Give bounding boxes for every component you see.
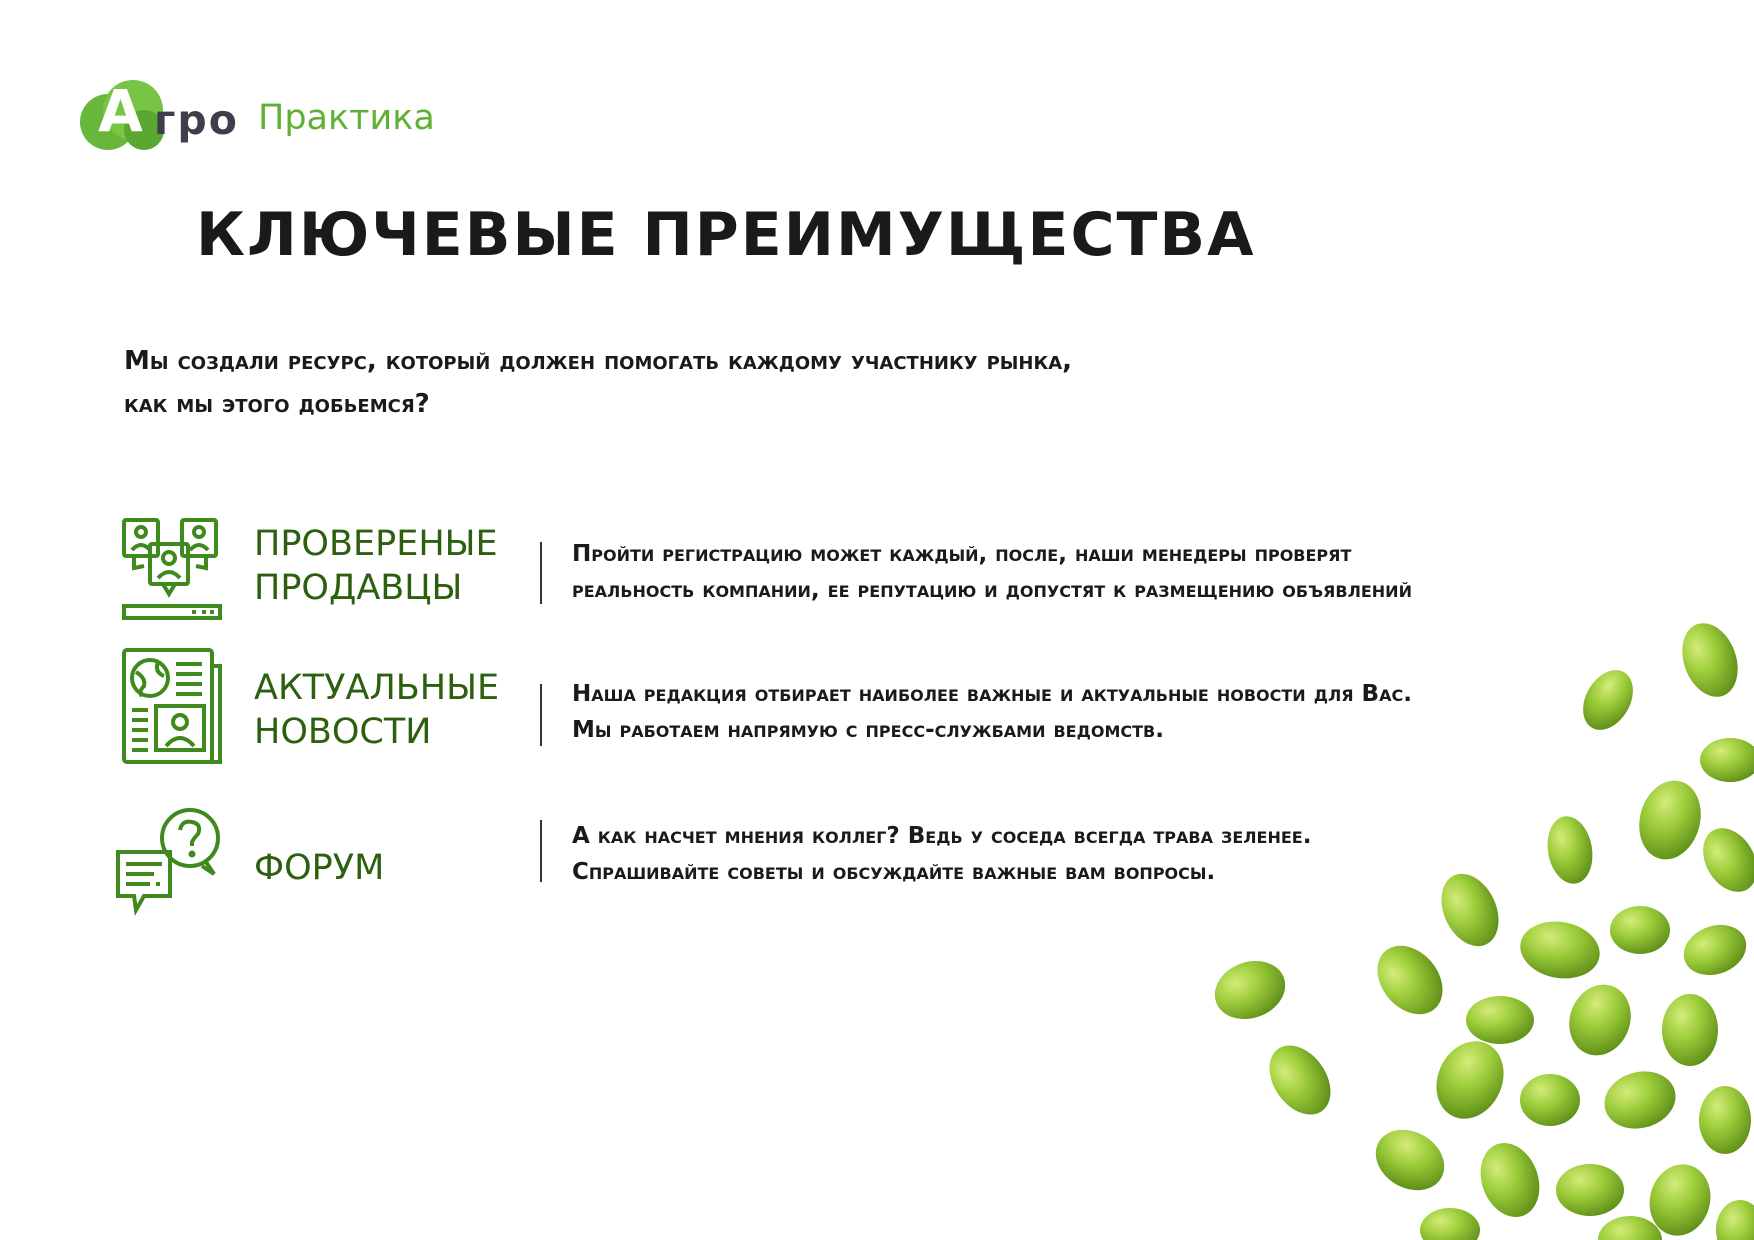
feature-description: А как насчет мнения коллег? Ведь у соседа всегда трава зеленее. Спрашивайте советы и обсуждайте важные вам вопросы. [572, 823, 1312, 885]
intro-text [124, 340, 1424, 426]
intro-line: как мы этого добьемся? [124, 389, 430, 419]
feature-label: ФОРУМ [254, 848, 385, 888]
green-beans-image [1170, 600, 1754, 1240]
intro-line: Мы создали ресурс, который должен помогать каждому участнику рынка, [124, 346, 1073, 376]
logo-letter: А [98, 77, 143, 145]
feature-description: Наша редакция отбирает наиболее важные и актуальные новости для Вас. Мы работаем напрямую с пресс-службами ведомств. [572, 681, 1412, 743]
verified-sellers-icon [110, 518, 230, 628]
logo[interactable] [78, 77, 435, 152]
page-title: КЛЮЧЕВЫЕ ПРЕИМУЩЕСТВА [196, 200, 1256, 270]
newspaper-icon [110, 648, 230, 758]
feature-label: ПРОВЕРЕНЫЕ ПРОДАВЦЫ [254, 524, 498, 608]
feature-divider [540, 542, 542, 604]
logo-word-gro: гро [154, 96, 239, 144]
feature-divider [540, 684, 542, 746]
feature-label: АКТУАЛЬНЫЕ НОВОСТИ [254, 668, 500, 752]
feature-description: Пройти регистрацию может каждый, после, наши менедеры проверят реальность компании, ее репутацию и допустят к размещению объявлений [572, 541, 1412, 603]
logo-word-praktika: Практика [258, 98, 435, 138]
forum-chat-icon [110, 806, 230, 916]
feature-divider [540, 820, 542, 882]
